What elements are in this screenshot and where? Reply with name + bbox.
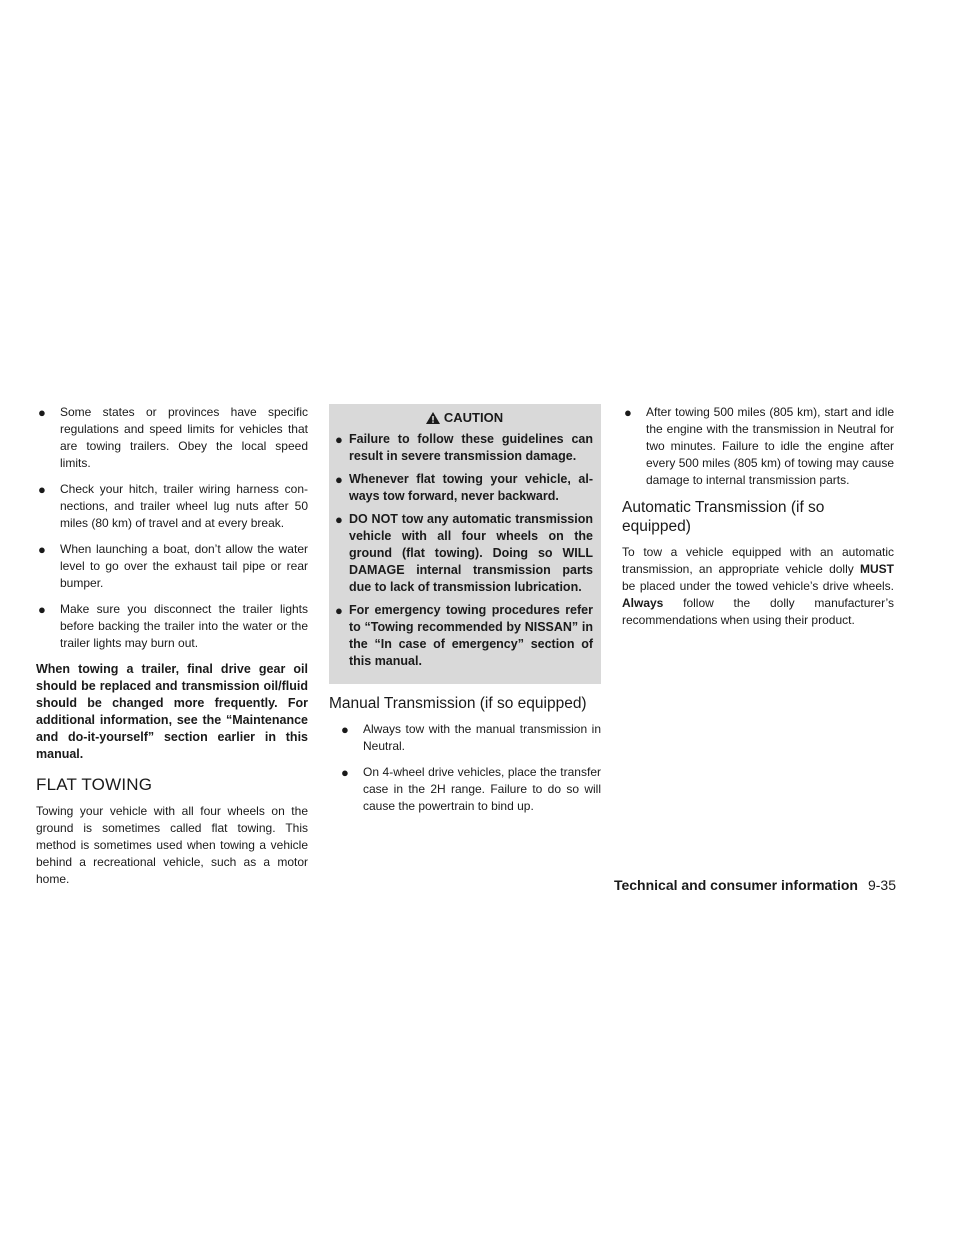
caution-item: ● Failure to follow these guidelines can result in severe transmission damage.	[335, 432, 593, 463]
list-item: ● Check your hitch, trailer wiring harness connections, and trailer wheel lug nuts after 50 miles (80 km) of travel and at every break.	[38, 482, 308, 530]
bullet-icon: ●	[335, 603, 343, 618]
caution-item: ● For emergency towing procedures refer to “Towing recommended by NISSAN” in the “In case of emergency” section of this manual.	[335, 603, 593, 668]
after-towing-list	[622, 404, 894, 489]
list-item: ● Always tow with the manual transmission in Neutral.	[341, 722, 601, 753]
footer-section-title: Technical and consumer information	[613, 877, 858, 893]
flat-towing-heading: FLAT TOWING	[36, 775, 153, 794]
list-item: ● After towing 500 miles (805 km), start and idle the engine with the transmission in Neutral for two minutes. Failure to idle the engine after every 500 miles (805 km) of towing may cause damage to internal transmission parts.	[624, 405, 894, 487]
column-2	[329, 404, 601, 824]
column-3	[622, 404, 894, 629]
column-1	[36, 404, 308, 888]
towing-tips-list	[36, 404, 308, 652]
bullet-icon: ●	[624, 405, 632, 420]
automatic-transmission-heading: Automatic Transmission (if so equipped)	[622, 499, 825, 535]
warning-triangle-icon	[425, 411, 441, 425]
manual-transmission-heading: Manual Transmission (if so equipped)	[329, 695, 587, 712]
bullet-icon: ●	[335, 512, 343, 527]
page-number: 9-35	[867, 877, 896, 893]
caution-item: ● DO NOT tow any automatic transmission vehicle with all four wheels on the ground (flat towing). Doing so WILL DAMAGE internal transmission parts due to lack of transmission lubrication.	[335, 512, 593, 594]
flat-towing-paragraph: Towing your vehicle with all four wheels on the ground is sometimes called flat towing. This method is sometimes used when towing a vehicle behind a recreational vehicle, such as a motor home.	[36, 804, 308, 886]
bullet-icon: ●	[38, 542, 46, 557]
caution-box	[329, 404, 601, 684]
bullet-icon: ●	[341, 722, 349, 737]
list-item: ● Make sure you disconnect the trailer lights before backing the trailer into the water or the trailer lights may burn out.	[38, 602, 308, 650]
bullet-icon: ●	[38, 602, 46, 617]
maintenance-note: When towing a trailer, final drive gear oil should be replaced and transmission oil/fluid should be changed more frequently. For additional information, see the “Maintenance and do-it-yourself” section earlier in this manual.	[36, 662, 308, 761]
caution-title: CAUTION	[443, 410, 504, 425]
bullet-icon: ●	[335, 432, 343, 447]
caution-item: ● Whenever flat towing your vehicle, always tow forward, never backward.	[335, 472, 593, 503]
list-item: ● On 4-wheel drive vehicles, place the transfer case in the 2H range. Failure to do so will cause the powertrain to bind up.	[341, 765, 601, 813]
page-footer	[614, 877, 896, 893]
bullet-icon: ●	[335, 472, 343, 487]
list-item: ● Some states or provinces have specific regulations and speed limits for vehicles that are towing trailers. Obey the local speed limits.	[38, 405, 308, 470]
caution-header	[335, 410, 593, 425]
bullet-icon: ●	[38, 405, 46, 420]
manual-transmission-list	[329, 721, 601, 815]
automatic-transmission-paragraph: To tow a vehicle equipped with an automatic transmission, an appropriate vehicle dolly MUST be placed under the towed vehicle’s drive wheels. Always follow the dolly manufacturer’s recommendations when using their product.	[622, 545, 894, 627]
list-item: ● When launching a boat, don’t allow the water level to go over the exhaust tail pipe or rear bumper.	[38, 542, 308, 590]
bullet-icon: ●	[341, 765, 349, 780]
bullet-icon: ●	[38, 482, 46, 497]
